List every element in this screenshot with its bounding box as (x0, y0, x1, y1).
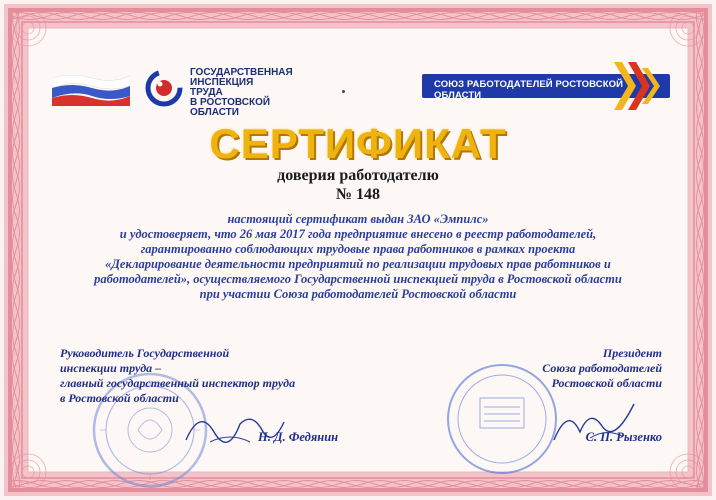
right-signer-name: С. П. Рызенко (585, 430, 662, 444)
certificate-number: № 148 (335, 186, 381, 203)
right-signer-title (542, 346, 662, 391)
signer-line: Союза работодателей (542, 361, 662, 375)
dot-mark (342, 90, 345, 93)
certificate-title: СЕРТИФИКАТ (209, 120, 507, 167)
left-signer-title (60, 346, 295, 406)
inspection-emblem-icon (144, 68, 184, 108)
certificate-subtitle: доверия работодателю (277, 167, 439, 184)
signer-line: в Ростовской области (60, 391, 179, 405)
body-line: при участии Союза работодателей Ростовской области (199, 287, 517, 301)
body-line: гарантированно соблюдающих трудовые права работников в рамках проекта (140, 242, 576, 256)
employers-union-logo (422, 68, 670, 108)
russian-flag-icon (52, 70, 130, 106)
certificate-content (30, 30, 686, 470)
signer-line: инспекции труда – (60, 361, 162, 375)
left-signer-name: Н. Д. Федянин (258, 430, 339, 444)
signer-line: главный государственный инспектор труда (60, 376, 296, 390)
body-line: и удостоверяет, что 26 мая 2017 года предприятие внесено в реестр работодателей, (119, 227, 597, 241)
body-line: «Декларирование деятельности предприятий по реализации трудовых прав работников и (105, 257, 611, 271)
signer-line: Ростовской области (551, 376, 662, 390)
inspection-logo-text: ГОСУДАРСТВЕННАЯ ИНСПЕКЦИЯ ТРУДА В РОСТОВСКОЙ ОБЛАСТИ (190, 67, 293, 118)
certificate-body (66, 212, 650, 302)
body-line: работодателей», осуществляемого Государственной инспекцией труда в Ростовской области (94, 272, 622, 286)
state-labor-inspection-logo (52, 64, 312, 118)
union-logo-text: СОЮЗ РАБОТОДАТЕЛЕЙ РОСТОВСКОЙ ОБЛАСТИ (434, 79, 624, 101)
body-line: настоящий сертификат выдан ЗАО «Эмпилс» (227, 212, 489, 226)
signer-line: Руководитель Государственной (60, 346, 230, 360)
signer-line: Президент (602, 346, 662, 360)
